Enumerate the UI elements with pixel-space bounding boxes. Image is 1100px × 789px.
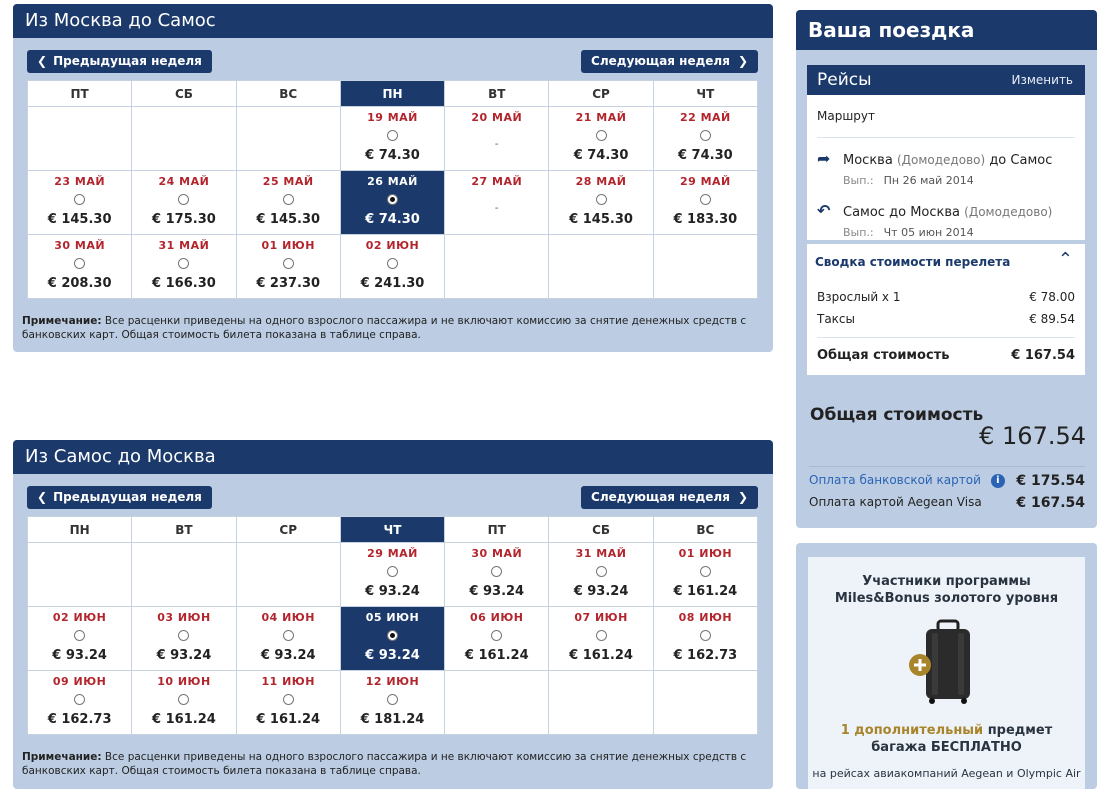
weekday-header: ЧТ xyxy=(340,517,444,543)
arrow-right-icon: ➦ xyxy=(817,149,831,168)
fare-radio[interactable] xyxy=(283,694,294,705)
cell-date: 04 ИЮН xyxy=(261,611,315,624)
empty-cell xyxy=(445,671,549,735)
weekday-header-row xyxy=(28,517,758,543)
inbound-next-week-button[interactable] xyxy=(581,486,758,509)
leg-departure xyxy=(817,174,1052,187)
fare-radio[interactable] xyxy=(74,258,85,269)
cell-date: 26 МАЙ xyxy=(367,175,418,188)
cell-date: 02 ИЮН xyxy=(52,611,107,624)
fare-radio[interactable] xyxy=(596,630,607,641)
cell-date: 02 ИЮН xyxy=(365,239,420,252)
chevron-left-icon: ❮ xyxy=(37,54,48,68)
no-price: - xyxy=(494,137,499,150)
adult-label: Взрослый x 1 xyxy=(817,290,901,304)
fare-radio[interactable] xyxy=(178,630,189,641)
cell-price: € 74.30 xyxy=(365,148,420,163)
date-cell[interactable] xyxy=(340,607,444,671)
cell-price: € 208.30 xyxy=(47,276,112,291)
fare-radio[interactable] xyxy=(178,194,189,205)
calendar-week-row xyxy=(28,171,758,235)
date-cell[interactable] xyxy=(28,235,132,299)
cell-date: 05 ИЮН xyxy=(365,611,420,624)
departure-label: Вып.: xyxy=(843,226,874,239)
fare-radio[interactable] xyxy=(387,694,398,705)
cell-price: € 161.24 xyxy=(464,648,529,663)
outbound-week-nav xyxy=(13,38,773,80)
divider xyxy=(796,240,1096,244)
date-cell[interactable] xyxy=(653,607,757,671)
fare-radio[interactable] xyxy=(387,566,398,577)
fare-radio[interactable] xyxy=(74,630,85,641)
change-link[interactable]: Изменить xyxy=(1011,73,1073,87)
cell-date: 06 ИЮН xyxy=(470,611,524,624)
total-label: Общая стоимость xyxy=(810,405,984,425)
outbound-next-week-button[interactable] xyxy=(581,50,758,73)
date-cell[interactable] xyxy=(236,607,340,671)
subtotal-row xyxy=(817,348,1075,363)
cell-date: 24 МАЙ xyxy=(158,175,210,188)
leg-to: Самос xyxy=(1010,153,1053,168)
fare-radio[interactable] xyxy=(596,130,607,141)
promo-title xyxy=(808,573,1085,607)
date-cell[interactable] xyxy=(132,171,236,235)
cell-date: 20 МАЙ xyxy=(471,111,523,124)
calendar-week-row xyxy=(28,107,758,171)
leg-to-word: до xyxy=(889,205,907,220)
promo-line-3 xyxy=(808,723,1085,738)
date-cell[interactable] xyxy=(653,543,757,607)
empty-cell xyxy=(549,235,653,299)
cell-date: 01 ИЮН xyxy=(678,547,733,560)
info-icon[interactable]: i xyxy=(991,474,1005,488)
cell-date: 30 МАЙ xyxy=(471,547,523,560)
visa-payment-label: Оплата картой Aegean Visa xyxy=(809,495,982,509)
fare-radio[interactable] xyxy=(596,566,607,577)
miles-bonus-promo[interactable] xyxy=(796,543,1097,789)
promo-line-2: Miles&Bonus золотого уровня xyxy=(834,591,1059,606)
weekday-header: ВС xyxy=(653,517,757,543)
weekday-header-row xyxy=(28,81,758,107)
cell-date: 22 МАЙ xyxy=(679,111,731,124)
cell-price: € 93.24 xyxy=(573,584,629,599)
cell-price: € 162.73 xyxy=(47,712,112,727)
calendar-week-row xyxy=(28,607,758,671)
route-label: Маршрут xyxy=(817,109,876,123)
inbound-calendar xyxy=(27,516,758,735)
fare-radio[interactable] xyxy=(178,258,189,269)
departure-date: Чт 05 июн 2014 xyxy=(883,226,974,239)
promo-airlines: на рейсах авиакомпаний Aegean и Olympic Air xyxy=(812,767,1081,780)
chevron-right-icon: ❯ xyxy=(737,490,748,504)
weekday-header: ВТ xyxy=(132,517,236,543)
total-value: € 167.54 xyxy=(979,422,1086,450)
outbound-calendar xyxy=(27,80,758,299)
date-cell[interactable] xyxy=(445,543,549,607)
fare-radio[interactable] xyxy=(700,194,711,205)
cell-price: € 181.24 xyxy=(360,712,425,727)
divider xyxy=(817,337,1075,338)
card-payment-value: € 175.54 xyxy=(1016,473,1085,489)
flights-card xyxy=(807,65,1085,375)
date-cell[interactable] xyxy=(445,107,549,171)
date-cell[interactable] xyxy=(236,671,340,735)
outbound-title: Из Москва до Самос xyxy=(13,4,773,38)
inbound-week-nav xyxy=(13,474,773,516)
calendar-week-row xyxy=(28,671,758,735)
cell-price: € 237.30 xyxy=(256,276,321,291)
fare-radio[interactable] xyxy=(74,194,85,205)
weekday-header: ПН xyxy=(28,517,132,543)
fare-radio[interactable] xyxy=(283,258,294,269)
divider xyxy=(817,137,1075,138)
fare-radio[interactable] xyxy=(491,566,502,577)
calendar-week-row xyxy=(28,543,758,607)
chevron-right-icon: ❯ xyxy=(737,54,748,68)
cell-price: € 93.24 xyxy=(260,648,316,663)
subtotal-label: Общая стоимость xyxy=(817,348,950,363)
note-text: Все расценки приведены на одного взрослого пассажира и не включают комиссию за снятие денежных средств с банковских карт. Общая стоимость билета показана в таблице справа. xyxy=(22,315,747,341)
cell-date: 31 МАЙ xyxy=(575,547,627,560)
taxes-label: Таксы xyxy=(817,312,856,326)
taxes-row xyxy=(817,312,1075,326)
weekday-header: ЧТ xyxy=(653,81,757,107)
cell-price: € 183.30 xyxy=(673,212,738,227)
cell-price: € 145.30 xyxy=(256,212,321,227)
fare-radio[interactable] xyxy=(387,194,398,205)
weekday-header: ВС xyxy=(236,81,340,107)
cell-date: 25 МАЙ xyxy=(262,175,314,188)
fare-radio[interactable] xyxy=(491,630,502,641)
note-label: Примечание: xyxy=(22,315,102,327)
weekday-header: ВТ xyxy=(445,81,549,107)
cell-price: € 145.30 xyxy=(47,212,112,227)
outbound-prev-week-button[interactable] xyxy=(27,50,212,73)
empty-cell xyxy=(236,107,340,171)
cell-date: 03 ИЮН xyxy=(157,611,211,624)
cell-date: 30 МАЙ xyxy=(54,239,106,252)
prev-week-label: Предыдущая неделя xyxy=(53,490,202,504)
flights-header xyxy=(807,65,1085,95)
flights-title: Рейсы xyxy=(817,70,872,90)
cell-date: 08 ИЮН xyxy=(678,611,733,624)
trip-title: Ваша поездка xyxy=(796,10,1097,50)
leg-from-airport: (Домодедово) xyxy=(896,153,986,167)
subtotal-value: € 167.54 xyxy=(1011,348,1075,363)
cell-price: € 93.24 xyxy=(469,584,525,599)
leg-to-word: до xyxy=(989,153,1007,168)
cell-price: € 145.30 xyxy=(569,212,633,227)
cell-date: 23 МАЙ xyxy=(54,175,106,188)
date-cell[interactable] xyxy=(236,235,340,299)
cell-date: 07 ИЮН xyxy=(574,611,628,624)
cell-date: 21 МАЙ xyxy=(575,111,627,124)
next-week-label: Следующая неделя xyxy=(591,490,730,504)
date-cell[interactable] xyxy=(653,171,757,235)
weekday-header: СР xyxy=(236,517,340,543)
weekday-header: СР xyxy=(549,81,653,107)
cell-date: 10 ИЮН xyxy=(157,675,211,688)
adult-row xyxy=(817,290,1075,304)
visa-payment-row xyxy=(809,495,1085,509)
cell-date: 27 МАЙ xyxy=(471,175,523,188)
cell-price: € 161.24 xyxy=(152,712,216,727)
date-cell[interactable] xyxy=(549,607,653,671)
fare-radio[interactable] xyxy=(700,566,711,577)
no-price: - xyxy=(494,201,499,214)
date-cell[interactable] xyxy=(132,235,236,299)
date-cell[interactable] xyxy=(28,607,132,671)
date-cell[interactable] xyxy=(236,171,340,235)
cell-price: € 161.24 xyxy=(673,584,738,599)
date-cell[interactable] xyxy=(340,107,444,171)
cell-date: 09 ИЮН xyxy=(52,675,107,688)
cell-date: 31 МАЙ xyxy=(158,239,210,252)
next-week-label: Следующая неделя xyxy=(591,54,730,68)
fare-radio[interactable] xyxy=(700,630,711,641)
promo-content xyxy=(808,557,1085,789)
leg-to-airport: (Домодедово) xyxy=(964,205,1053,219)
fare-radio[interactable] xyxy=(283,194,294,205)
empty-cell xyxy=(132,543,236,607)
cell-price: € 161.24 xyxy=(256,712,321,727)
promo-line-4: багажа БЕСПЛАТНО xyxy=(871,740,1022,755)
fare-radio[interactable] xyxy=(74,694,85,705)
date-cell[interactable] xyxy=(549,543,653,607)
fare-radio[interactable] xyxy=(387,130,398,141)
suitcase-icon xyxy=(908,619,988,705)
cell-price: € 74.30 xyxy=(677,148,733,163)
taxes-value: € 89.54 xyxy=(1029,312,1075,326)
note-text: Все расценки приведены на одного взрослого пассажира и не включают комиссию за снятие денежных средств с банковских карт. Общая стоимость билета показана в таблице справа. xyxy=(22,751,747,777)
calendar-week-row xyxy=(28,235,758,299)
cell-price: € 93.24 xyxy=(52,648,107,663)
leg-from: Самос xyxy=(843,205,885,220)
cell-price: € 74.30 xyxy=(365,212,420,227)
fare-radio[interactable] xyxy=(596,194,607,205)
promo-highlight: 1 дополнительный xyxy=(840,723,984,738)
leg-return xyxy=(817,201,1052,239)
fare-radio[interactable] xyxy=(387,258,398,269)
prev-week-label: Предыдущая неделя xyxy=(53,54,202,68)
empty-cell xyxy=(28,543,132,607)
departure-label: Вып.: xyxy=(843,174,874,187)
chevron-up-icon[interactable]: ⌃ xyxy=(1057,249,1073,270)
cell-price: € 74.30 xyxy=(573,148,629,163)
outbound-panel xyxy=(13,4,773,352)
fare-radio[interactable] xyxy=(700,130,711,141)
chevron-left-icon: ❮ xyxy=(37,490,48,504)
cell-price: € 161.24 xyxy=(569,648,633,663)
card-payment-label: Оплата банковской картой xyxy=(809,473,981,487)
cell-date: 28 МАЙ xyxy=(575,175,627,188)
date-cell[interactable] xyxy=(445,607,549,671)
adult-value: € 78.00 xyxy=(1029,290,1075,304)
trip-sidebar xyxy=(796,10,1097,528)
price-summary-title: Сводка стоимости перелета xyxy=(815,255,1011,269)
cell-price: € 241.30 xyxy=(360,276,425,291)
outbound-note xyxy=(22,314,766,342)
cell-date: 29 МАЙ xyxy=(679,175,731,188)
date-cell[interactable] xyxy=(340,235,444,299)
divider xyxy=(809,466,1085,467)
arrow-return-icon: ↶ xyxy=(817,201,831,220)
date-cell[interactable] xyxy=(132,607,236,671)
date-cell[interactable] xyxy=(28,171,132,235)
leg-departure xyxy=(817,226,1052,239)
departure-date: Пн 26 май 2014 xyxy=(883,174,974,187)
date-cell[interactable] xyxy=(653,107,757,171)
cell-price: € 93.24 xyxy=(365,584,420,599)
empty-cell xyxy=(653,235,757,299)
cell-date: 19 МАЙ xyxy=(367,111,418,124)
leg-to: Москва xyxy=(910,205,960,220)
fare-radio[interactable] xyxy=(283,630,294,641)
note-label: Примечание: xyxy=(22,751,102,763)
date-cell[interactable] xyxy=(28,671,132,735)
cell-date: 12 ИЮН xyxy=(365,675,420,688)
leg-from: Москва xyxy=(843,153,893,168)
cell-price: € 175.30 xyxy=(152,212,216,227)
cell-price: € 93.24 xyxy=(156,648,212,663)
date-cell[interactable] xyxy=(445,171,549,235)
cell-price: € 166.30 xyxy=(152,276,216,291)
cell-price: € 93.24 xyxy=(365,648,420,663)
leg-outbound xyxy=(817,149,1052,187)
weekday-header: СБ xyxy=(549,517,653,543)
weekday-header: ПТ xyxy=(28,81,132,107)
inbound-panel xyxy=(13,440,773,789)
empty-cell xyxy=(549,671,653,735)
cell-date: 29 МАЙ xyxy=(367,547,418,560)
visa-payment-value: € 167.54 xyxy=(1016,495,1085,511)
weekday-header: СБ xyxy=(132,81,236,107)
weekday-header: ПН xyxy=(340,81,444,107)
card-payment-row xyxy=(809,473,1085,488)
fare-radio[interactable] xyxy=(178,694,189,705)
date-cell[interactable] xyxy=(340,543,444,607)
date-cell[interactable] xyxy=(340,671,444,735)
fare-radio[interactable] xyxy=(387,630,398,641)
date-cell[interactable] xyxy=(340,171,444,235)
empty-cell xyxy=(653,671,757,735)
inbound-prev-week-button[interactable] xyxy=(27,486,212,509)
empty-cell xyxy=(28,107,132,171)
empty-cell xyxy=(132,107,236,171)
cell-date: 11 ИЮН xyxy=(261,675,315,688)
inbound-note xyxy=(22,750,766,778)
inbound-title: Из Самос до Москва xyxy=(13,440,773,474)
empty-cell xyxy=(236,543,340,607)
date-cell[interactable] xyxy=(549,171,653,235)
empty-cell xyxy=(445,235,549,299)
promo-line-1: Участники программы xyxy=(862,574,1031,589)
date-cell[interactable] xyxy=(549,107,653,171)
promo-line-3-rest: предмет xyxy=(983,723,1053,738)
cell-price: € 162.73 xyxy=(673,648,738,663)
date-cell[interactable] xyxy=(132,671,236,735)
cell-date: 01 ИЮН xyxy=(261,239,315,252)
weekday-header: ПТ xyxy=(445,517,549,543)
